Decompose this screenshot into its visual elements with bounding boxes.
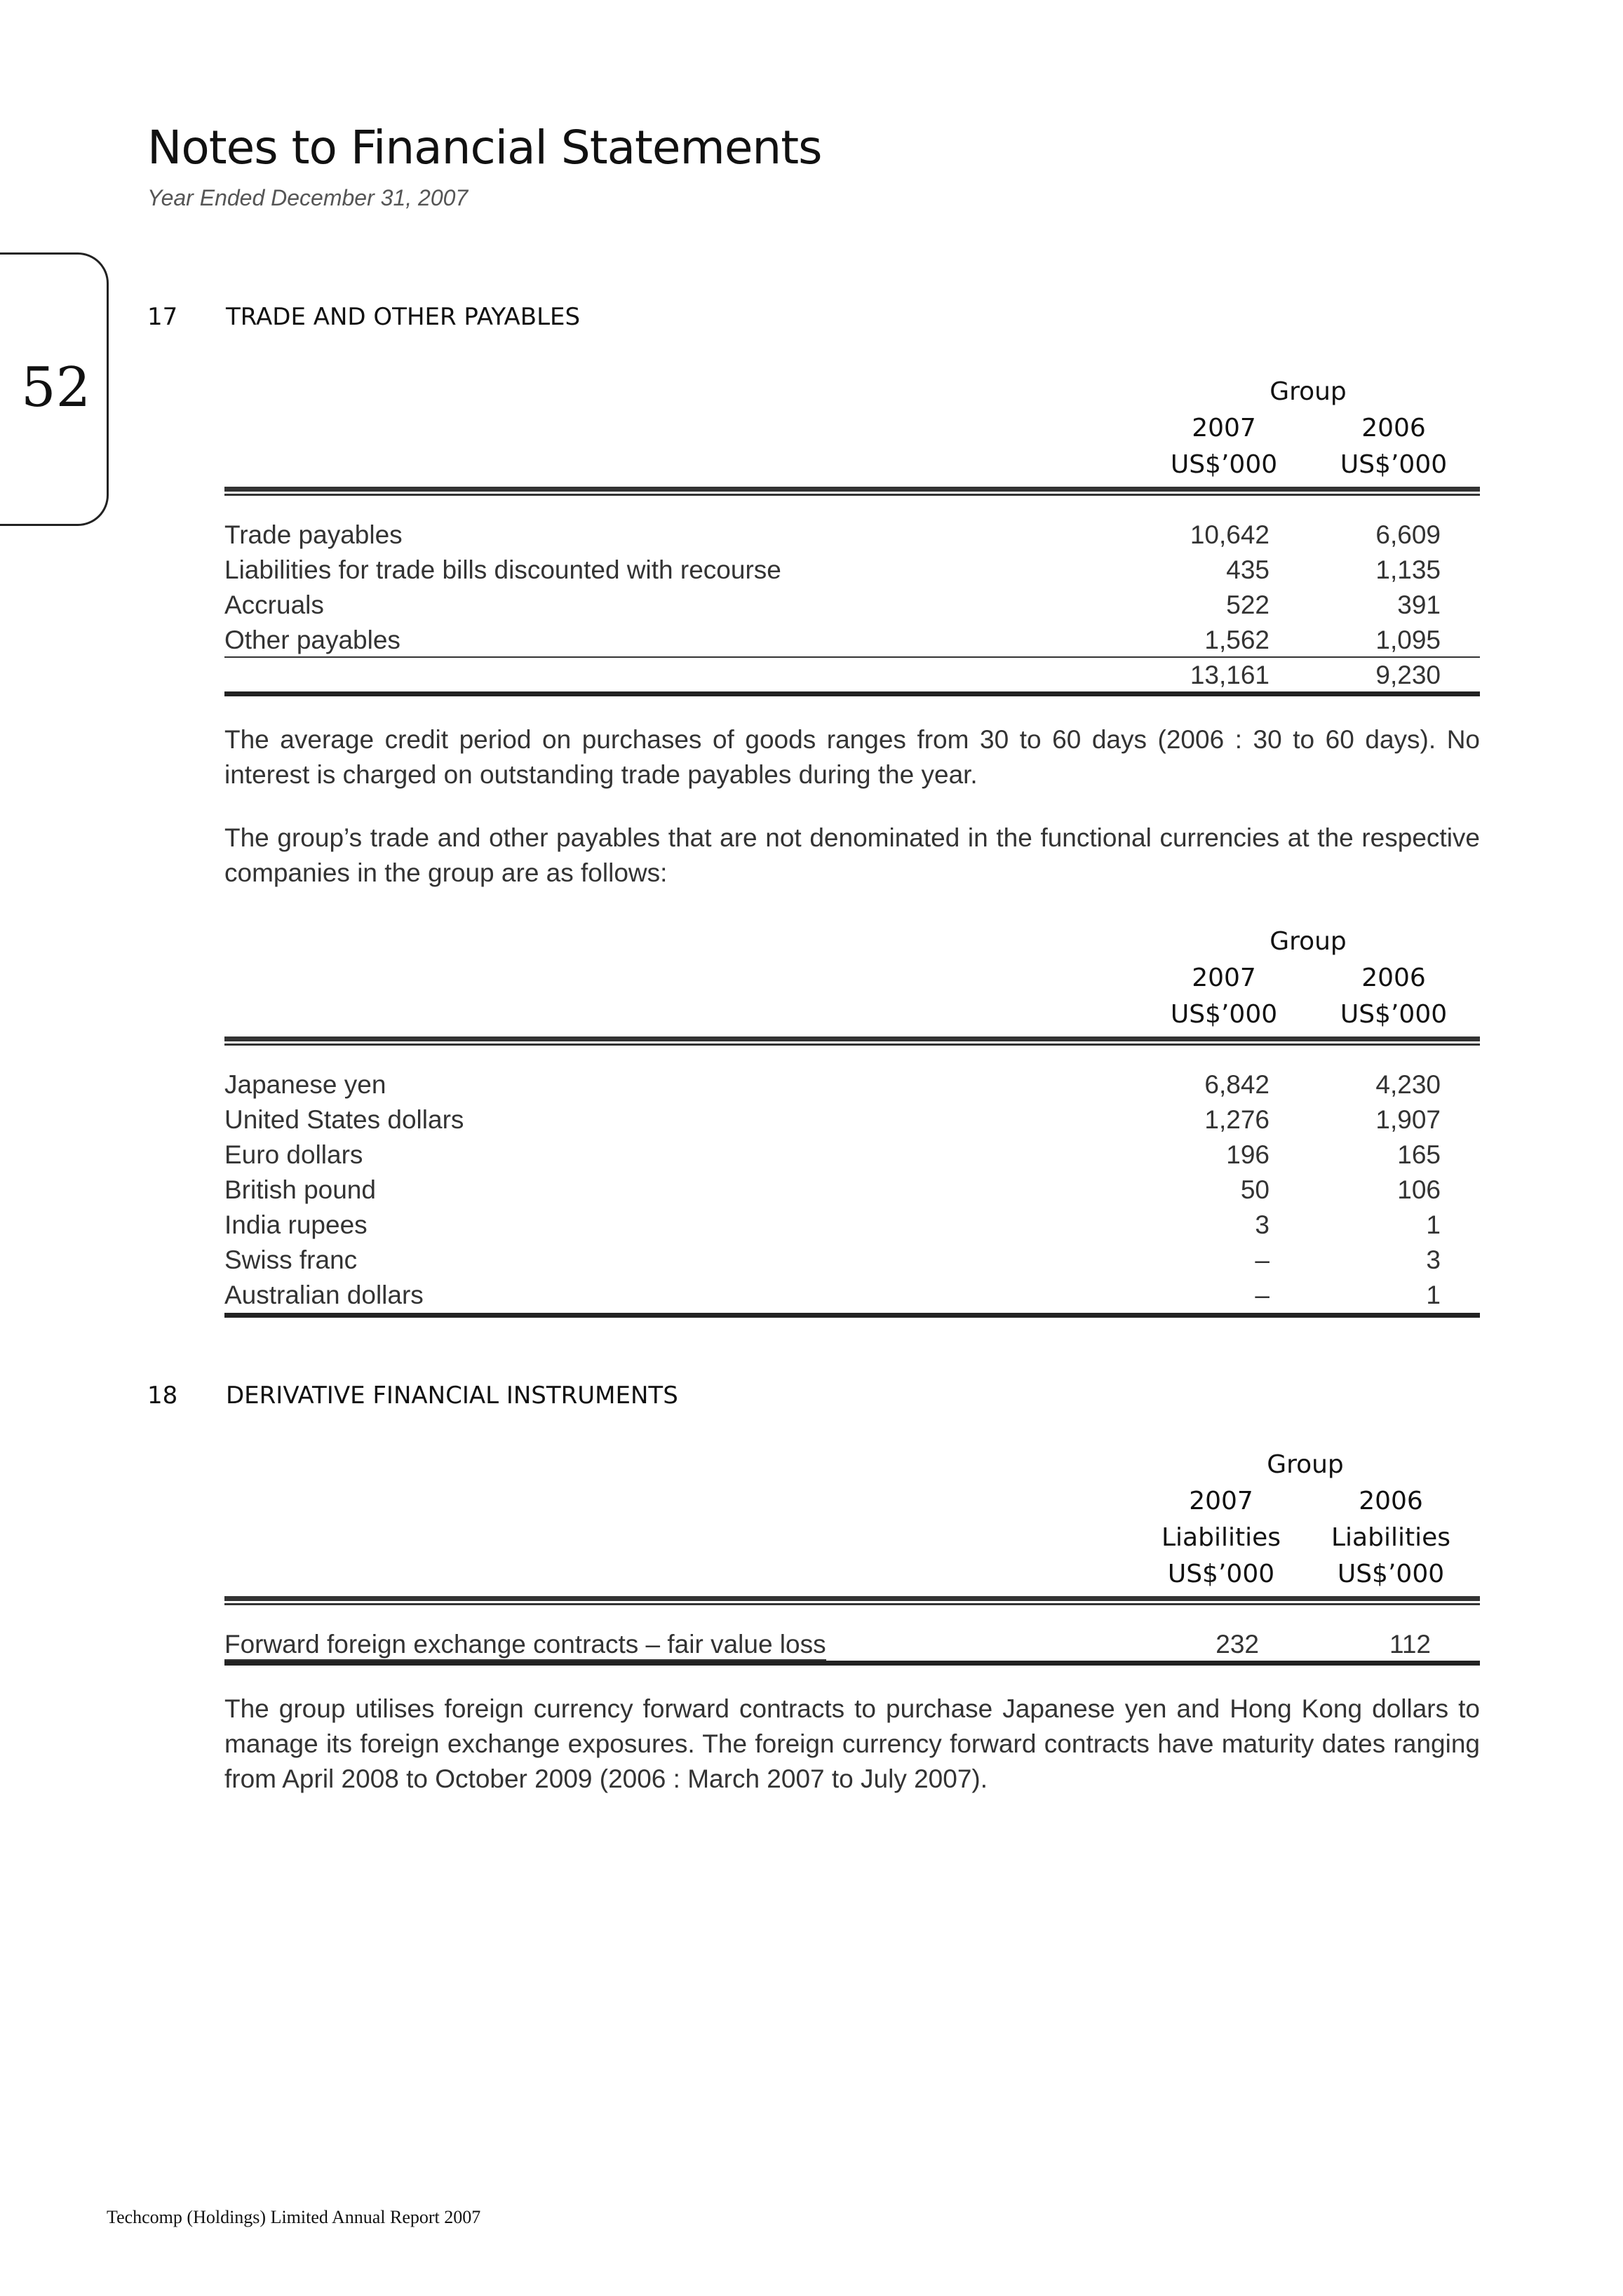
currency-paragraph: The group’s trade and other payables that are not denominated in the functional currencies at the respective companies in the group are as follows: [224,823,1480,887]
value-2007: 232 [1215,1630,1259,1659]
section-number: 17 [147,303,178,331]
value-2006: 4,230 [1375,1070,1441,1099]
value-2006: 391 [1397,590,1441,619]
total-rule [224,691,1480,696]
derivatives-paragraph: The group utilises foreign currency forward contracts to purchase Japanese yen and Hong Kong dollars to manage its foreign exchange exposures. The foreign currency forward contracts have maturity dates ranging from April 2008 to October 2009 (2006 : March 2007 to July 2007). [224,1694,1480,1793]
table-row [224,553,1480,588]
value-2006: 1 [1426,1210,1441,1239]
value-2006: 3 [1426,1245,1441,1274]
header-rule [224,1596,1480,1606]
unit-2007-header: US$’000 [1167,1560,1275,1588]
table-row [224,1137,1480,1173]
value-2006: 112 [1389,1630,1431,1659]
value-2007: 10,642 [1190,520,1270,549]
row-label: Accruals [224,590,324,619]
row-label: Liabilities for trade bills discounted with recourse [224,555,781,584]
value-2007: 3 [1255,1210,1270,1239]
year-2007-header: 2007 [1192,414,1256,443]
row-label: Other payables [224,626,400,654]
unit-2007-header: US$’000 [1170,450,1278,479]
kind-2006-header: Liabilities [1331,1523,1450,1552]
table-row [224,1102,1480,1137]
group-header: Group [1270,377,1347,406]
value-2006: 1,907 [1375,1105,1441,1134]
value-2007: 522 [1226,590,1270,619]
row-label: Euro dollars [224,1140,363,1169]
table-end-rule [224,1313,1480,1318]
row-label: Japanese yen [224,1070,386,1099]
row-label: Swiss franc [224,1245,358,1274]
section-title: DERIVATIVE FINANCIAL INSTRUMENTS [226,1382,678,1410]
table-row [224,1208,1480,1243]
value-2007: 1,276 [1204,1105,1270,1134]
value-2006: 1 [1426,1281,1441,1309]
year-2006-header: 2006 [1361,964,1426,992]
unit-2006-header: US$’000 [1337,1560,1445,1588]
year-2007-header: 2007 [1189,1487,1253,1515]
section-number: 18 [147,1382,178,1410]
section-17-heading [147,303,580,331]
page-title: Notes to Financial Statements [147,121,822,175]
value-2007: 50 [1240,1175,1270,1204]
unit-2006-header: US$’000 [1340,1000,1448,1029]
kind-2007-header: Liabilities [1161,1523,1281,1552]
total-2007: 13,161 [1190,661,1270,689]
value-2006: 1,135 [1375,555,1441,584]
section-18-heading [147,1382,678,1410]
value-2007: 6,842 [1204,1070,1270,1099]
row-label: India rupees [224,1210,368,1239]
header-rule [224,487,1480,497]
value-2006: 165 [1397,1140,1441,1169]
group-header: Group [1267,1450,1344,1479]
year-2006-header: 2006 [1359,1487,1423,1515]
value-2007: – [1255,1281,1270,1309]
value-2007: 435 [1226,555,1270,584]
table-row [224,1173,1480,1208]
derivatives-table [224,1450,1480,1675]
value-2006: 106 [1397,1175,1441,1204]
footer: Techcomp (Holdings) Limited Annual Report 2007 [107,2207,481,2227]
row-label: Forward foreign exchange contracts – fair value loss [224,1630,826,1661]
page-subtitle: Year Ended December 31, 2007 [147,185,469,210]
value-2007: 1,562 [1204,626,1270,654]
table-row [224,518,1480,553]
table-row [224,1627,1480,1662]
total-row [224,658,1480,693]
value-2006: 1,095 [1375,626,1441,654]
row-label: British pound [224,1175,376,1204]
value-2007: – [1255,1245,1270,1274]
currency-table [224,927,1480,1320]
year-2007-header: 2007 [1192,964,1256,992]
table-end-rule [224,1661,1480,1666]
value-2007: 196 [1226,1140,1270,1169]
row-label: Trade payables [224,520,403,549]
table-row [224,588,1480,623]
credit-period-paragraph: The average credit period on purchases of goods ranges from 30 to 60 days (2006 : 30 to 60 days). No interest is charged on outstanding trade payables during the year. [224,725,1480,789]
row-label: United States dollars [224,1105,464,1134]
row-label: Australian dollars [224,1281,424,1309]
page-number: 52 [21,356,91,419]
section-title: TRADE AND OTHER PAYABLES [226,303,581,331]
year-2006-header: 2006 [1361,414,1426,443]
table-row [224,1067,1480,1102]
table-row [224,1243,1480,1278]
total-2006: 9,230 [1375,661,1441,689]
header-rule [224,1036,1480,1046]
payables-table [224,377,1480,700]
unit-2007-header: US$’000 [1170,1000,1278,1029]
value-2006: 6,609 [1375,520,1441,549]
table-row [224,1278,1480,1313]
table-row [224,623,1480,658]
group-header: Group [1270,927,1347,956]
unit-2006-header: US$’000 [1340,450,1448,479]
